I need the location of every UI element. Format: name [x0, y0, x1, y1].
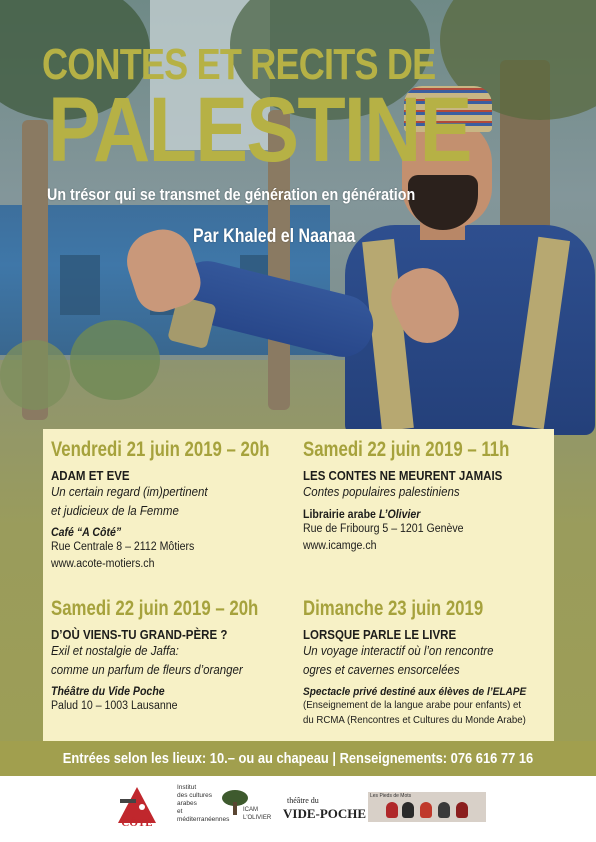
event-title: LES CONTES NE MEURENT JAMAIS [303, 469, 503, 483]
event-venue [303, 509, 528, 521]
a-cote-logo-label: CÔTÉ [121, 817, 153, 829]
event-description: Exil et nostalgie de Jaffa: [51, 644, 179, 658]
event-3 [51, 596, 296, 715]
event-1 [51, 437, 296, 573]
event-address: Palud 10 – 1003 Lausanne [51, 700, 178, 712]
event-address: Rue Centrale 8 – 2112 Môtiers [51, 541, 195, 553]
event-date: Dimanche 23 juin 2019 [303, 597, 484, 620]
event-2 [303, 437, 548, 555]
event-date: Samedi 22 juin 2019 – 20h [51, 597, 259, 620]
olivier-logo [243, 806, 283, 822]
event-venue: Spectacle privé destiné aux élèves de l’ELAPE [303, 686, 527, 698]
institut-line: et méditerranéennes [177, 808, 230, 823]
event-title: LORSQUE PARLE LE LIVRE [303, 628, 457, 642]
event-address: Rue de Fribourg 5 – 1201 Genève [303, 523, 464, 535]
shoe-icon [420, 802, 432, 818]
shoe-icon [402, 802, 414, 818]
event-venue: Café “A Côté” [51, 527, 122, 539]
shoes-caption: Les Pieds de Mots [370, 793, 412, 799]
vide-poche-logo: VIDE-POCHE [283, 806, 367, 821]
institut-line: arabes [177, 800, 197, 807]
olivier-line: ICAM [243, 807, 258, 813]
event-note: du RCMA (Rencontres et Cultures du Monde Arabe) [303, 714, 526, 726]
title-line-1: CONTES ET RECITS DE [42, 40, 436, 89]
event-venue: Théâtre du Vide Poche [51, 686, 165, 698]
event-description: et judicieux de la Femme [51, 504, 179, 518]
venue-prefix: Librairie arabe [303, 509, 379, 521]
event-description: Contes populaires palestiniens [303, 485, 460, 499]
event-description: Un certain regard (im)pertinent [51, 485, 208, 499]
title-line-2: PALESTINE [48, 79, 471, 181]
olivier-line: L'OLIVIER [243, 815, 272, 821]
event-title: ADAM ET EVE [51, 469, 130, 483]
event-description: ogres et cavernes ensorcelées [303, 663, 460, 677]
event-note: (Enseignement de la langue arabe pour enfants) et [303, 699, 522, 711]
event-website[interactable]: www.acote-motiers.ch [51, 558, 155, 570]
venue-name: L’Olivier [378, 509, 421, 521]
event-4 [303, 596, 553, 728]
partner-logos [0, 776, 596, 842]
event-title: D’OÙ VIENS-TU GRAND-PÈRE ? [51, 628, 228, 642]
shoes-photo [368, 792, 486, 822]
event-date: Samedi 22 juin 2019 – 11h [303, 438, 510, 461]
event-website[interactable]: www.icamge.ch [303, 540, 377, 552]
events-box [43, 429, 554, 741]
building-window [60, 255, 100, 315]
info-bar [0, 741, 596, 776]
institut-line: Institut [177, 784, 197, 791]
event-description: comme un parfum de fleurs d’oranger [51, 663, 243, 677]
bush [0, 340, 70, 410]
vide-poche-logo-top: théâtre du [287, 796, 319, 805]
shoe-icon [438, 802, 450, 818]
institut-line: des cultures [177, 792, 213, 799]
shoe-icon [456, 802, 468, 818]
title-block [0, 0, 596, 260]
entries-and-contact: Entrées selon les lieux: 10.– ou au chapeau | Renseignements: 076 616 77 16 [62, 750, 534, 767]
event-description: Un voyage interactif où l’on rencontre [303, 644, 494, 658]
shoe-icon [386, 802, 398, 818]
bush [70, 320, 160, 400]
subtitle: Un trésor qui se transmet de génération en génération [47, 185, 416, 204]
author: Par Khaled el Naanaa [193, 226, 356, 247]
event-date: Vendredi 21 juin 2019 – 20h [51, 438, 270, 461]
